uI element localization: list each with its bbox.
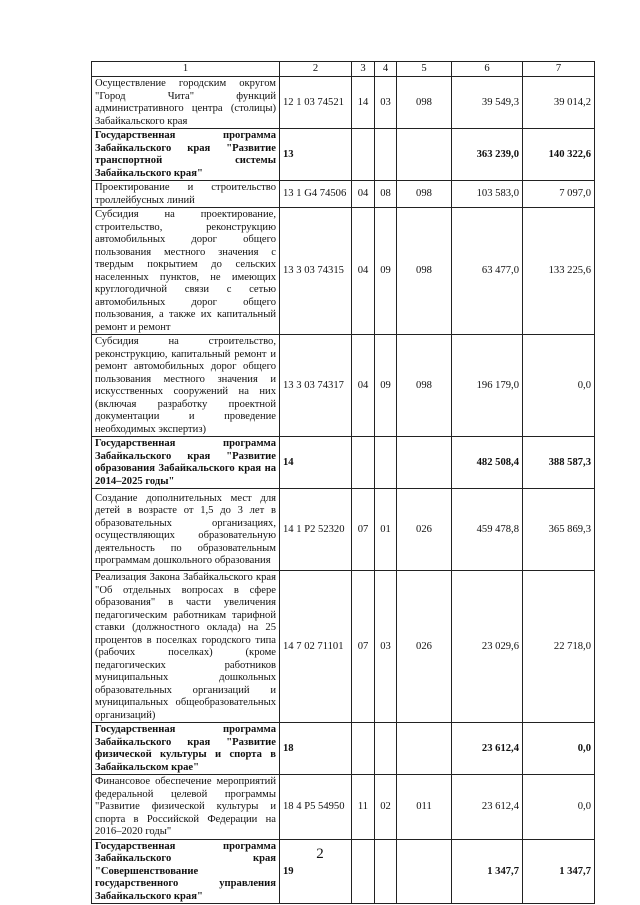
row-amount-cell: 22 718,0 (523, 571, 595, 723)
row-expense-type-cell (397, 437, 452, 489)
table-row (92, 335, 595, 437)
header-cell: 6 (452, 62, 523, 77)
row-expense-type-cell (397, 129, 452, 181)
header-cell: 1 (92, 62, 280, 77)
row-name-cell: Субсидия на строительство, реконструкцию, капитальный ремонт и ремонт автомобильных дорог общего пользования местного значения и искусственных сооружений на них (включая разработку проектной документации и проведение необходимых экспертиз) (92, 335, 280, 437)
row-amount-cell: 365 869,3 (523, 489, 595, 571)
row-name-cell: Финансовое обеспечение мероприятий федеральной целевой программы "Развитие физической культуры и спорта в Российской Федерации на 2016–2020 годы" (92, 775, 280, 840)
row-amount-cell: 39 014,2 (523, 77, 595, 129)
row-amount-cell: 7 097,0 (523, 181, 595, 208)
row-section-cell: 04 (352, 208, 375, 335)
table-row (92, 437, 595, 489)
row-code-cell: 14 (280, 437, 352, 489)
row-name-cell: Государственная программа Забайкальского края "Развитие транспортной системы Забайкальского края" (92, 129, 280, 181)
table-row (92, 723, 595, 775)
table-header-row (92, 62, 595, 77)
row-amount-cell: 63 477,0 (452, 208, 523, 335)
row-section-cell (352, 129, 375, 181)
row-name-cell: Государственная программа Забайкальского края "Совершенствование государственного управления Забайкальского края" (92, 839, 280, 904)
row-code-cell: 13 (280, 129, 352, 181)
row-expense-type-cell: 098 (397, 335, 452, 437)
row-amount-cell: 1 347,7 (452, 839, 523, 904)
row-amount-cell: 103 583,0 (452, 181, 523, 208)
row-section-cell: 04 (352, 181, 375, 208)
row-section-cell: 14 (352, 77, 375, 129)
row-amount-cell: 39 549,3 (452, 77, 523, 129)
row-code-cell: 18 (280, 723, 352, 775)
row-name-cell: Осуществление городским округом "Город Чита" функций административного центра (столицы) Забайкальского края (92, 77, 280, 129)
row-subsection-cell (375, 437, 397, 489)
header-cell: 4 (375, 62, 397, 77)
row-subsection-cell (375, 723, 397, 775)
table-row (92, 775, 595, 840)
header-cell: 5 (397, 62, 452, 77)
row-section-cell (352, 437, 375, 489)
row-subsection-cell: 03 (375, 571, 397, 723)
row-expense-type-cell: 098 (397, 77, 452, 129)
header-cell: 7 (523, 62, 595, 77)
row-subsection-cell: 09 (375, 208, 397, 335)
table-row (92, 208, 595, 335)
row-subsection-cell: 03 (375, 77, 397, 129)
row-code-cell: 13 3 03 74317 (280, 335, 352, 437)
row-name-cell: Создание дополнительных мест для детей в возрасте от 1,5 до 3 лет в образовательных организациях, осуществляющих образовательную деятельность по образовательным программам дошкольного образования (92, 489, 280, 571)
row-amount-cell: 23 612,4 (452, 775, 523, 840)
row-name-cell: Государственная программа Забайкальского края "Развитие образования Забайкальского края на 2014–2025 годы" (92, 437, 280, 489)
row-subsection-cell: 09 (375, 335, 397, 437)
row-expense-type-cell: 098 (397, 181, 452, 208)
row-expense-type-cell: 098 (397, 208, 452, 335)
row-amount-cell: 140 322,6 (523, 129, 595, 181)
row-amount-cell: 482 508,4 (452, 437, 523, 489)
header-cell: 3 (352, 62, 375, 77)
row-subsection-cell: 02 (375, 775, 397, 840)
row-code-cell: 12 1 03 74521 (280, 77, 352, 129)
row-amount-cell: 23 612,4 (452, 723, 523, 775)
row-name-cell: Проектирование и строительство троллейбусных линий (92, 181, 280, 208)
row-subsection-cell: 08 (375, 181, 397, 208)
row-amount-cell: 0,0 (523, 723, 595, 775)
row-amount-cell: 23 029,6 (452, 571, 523, 723)
row-subsection-cell: 01 (375, 489, 397, 571)
header-cell: 2 (280, 62, 352, 77)
row-amount-cell: 0,0 (523, 775, 595, 840)
row-expense-type-cell: 026 (397, 489, 452, 571)
row-code-cell: 14 1 P2 52320 (280, 489, 352, 571)
row-section-cell (352, 723, 375, 775)
row-amount-cell: 388 587,3 (523, 437, 595, 489)
row-subsection-cell (375, 129, 397, 181)
row-amount-cell: 1 347,7 (523, 839, 595, 904)
table-row (92, 181, 595, 208)
table-row (92, 77, 595, 129)
row-code-cell: 19 (280, 839, 352, 904)
budget-table (91, 61, 595, 904)
row-section-cell: 07 (352, 489, 375, 571)
row-code-cell: 13 1 G4 74506 (280, 181, 352, 208)
row-section-cell: 07 (352, 571, 375, 723)
row-expense-type-cell: 011 (397, 775, 452, 840)
row-section-cell: 11 (352, 775, 375, 840)
row-code-cell: 18 4 P5 54950 (280, 775, 352, 840)
row-name-cell: Реализация Закона Забайкальского края "Об отдельных вопросах в сфере образования" в части увеличения педагогическим работникам тарифной ставки (должностного оклада) на 25 процентов в поселках городского типа (рабочих поселках) (кроме педагогических работников муниципальных дошкольных образовательных организаций и муниципальных общеобразовательных организаций) (92, 571, 280, 723)
row-amount-cell: 0,0 (523, 335, 595, 437)
row-code-cell: 13 3 03 74315 (280, 208, 352, 335)
table-row (92, 489, 595, 571)
row-expense-type-cell: 026 (397, 571, 452, 723)
row-section-cell: 04 (352, 335, 375, 437)
row-name-cell: Субсидия на проектирование, строительство, реконструкцию автомобильных дорог общего пользования местного значения с твердым покрытием до сельских населенных пунктов, не имеющих круглогодичной связи с сетью автомобильных дорог общего пользования, а также их капитальный ремонт и ремонт (92, 208, 280, 335)
row-amount-cell: 196 179,0 (452, 335, 523, 437)
row-amount-cell: 459 478,8 (452, 489, 523, 571)
row-amount-cell: 133 225,6 (523, 208, 595, 335)
row-expense-type-cell (397, 723, 452, 775)
row-code-cell: 14 7 02 71101 (280, 571, 352, 723)
row-name-cell: Государственная программа Забайкальского края "Развитие физической культуры и спорта в Забайкальском крае" (92, 723, 280, 775)
table-row (92, 129, 595, 181)
page-number: 2 (316, 846, 324, 862)
table-row (92, 571, 595, 723)
row-amount-cell: 363 239,0 (452, 129, 523, 181)
